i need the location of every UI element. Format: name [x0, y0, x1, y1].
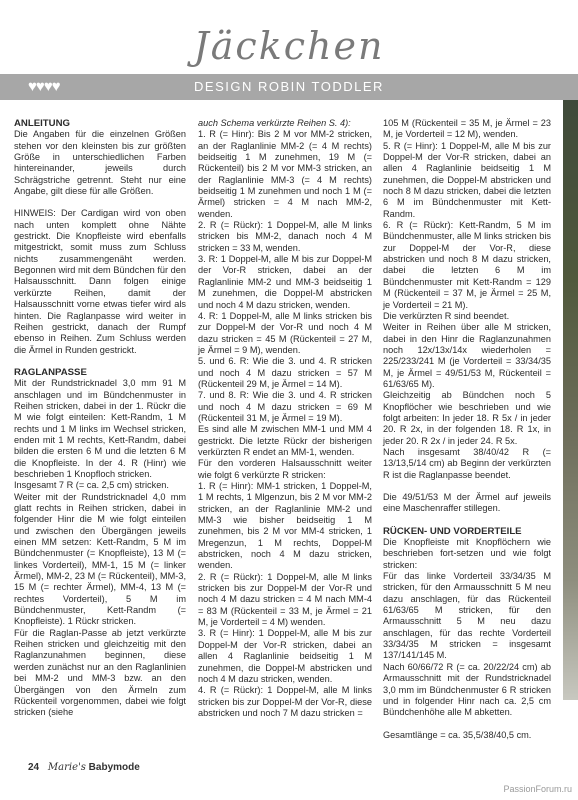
paragraph: 2. R (= Rückr): 1 Doppel-M, alle M links stricken bis MM-2, danach noch 4 M stricken = 33 M, wenden.	[198, 220, 372, 253]
heading-anleitung: ANLEITUNG	[14, 118, 70, 129]
paragraph: Insgesamt 7 R (= ca. 2,5 cm) stricken.	[14, 480, 169, 491]
paragraph: 4. R: 1 Doppel-M, alle M links stricken bis zur Doppel-M der Vor-R und noch 4 M dazu stricken = 45 M (Rückenteil = 27 M, je Ärmel = 9 M), wenden.	[198, 310, 372, 355]
paragraph: Die Angaben für die einzelnen Größen stehen vor den kleinsten bis zur größten Größe in unterschiedlichen Farben hintereinander, jeweils durch Schrägstriche getrennt. Steht nur eine Angabe, gilt diese für alle Größen.	[14, 129, 186, 197]
header-band	[0, 74, 578, 100]
paragraph: Für den vorderen Halsausschnitt weiter wie folgt 6 verkürzte R stricken:	[198, 458, 372, 480]
paragraph: Gesamtlänge = ca. 35,5/38/40,5 cm.	[383, 729, 532, 740]
page-number: 24	[28, 762, 40, 773]
watermark: PassionForum.ru	[503, 784, 572, 794]
paragraph: Die verkürzten R sind beendet.	[383, 310, 510, 321]
paragraph: Die Knopfleiste mit Knopflöchern wie beschrieben fort-setzen und wie folgt stricken:	[383, 537, 551, 570]
paragraph: HINWEIS: Der Cardigan wird von oben nach unten komplett ohne Nähte gestrickt. Die Knopfleiste wird ebenfalls mitgestrickt, somit muss zum Schluss nichts zusammengenäht werden. Begonnen wird mit dem Bündchen für den Halsausschnitt. Dann folgen einige verkürzte Reihen, damit der Halsausschnitt vorne etwas tiefer wird als hinten. Die Raglanpasse wird weiter in Reihen gestrickt, danach der Rumpf ebenso in Reihen. Zum Schluss werden die Ärmel in Runden gestrickt.	[14, 208, 186, 355]
paragraph: 2. R (= Rückr): 1 Doppel-M, alle M links stricken bis zur Doppel-M der Vor-R und noch 4 M dazu stricken = 4 M nach MM-4 = 83 M (Rückenteil = 33 M, je Ärmel = 21 M, je Vorderteil = 4 M) wenden.	[198, 571, 372, 628]
paragraph: auch Schema verkürzte Reihen S. 4):	[198, 118, 351, 128]
paragraph: Gleichzeitig ab Bündchen noch 5 Knopflöcher wie beschrieben und wie folgt arbeiten: In jeder 18. R 5x / in jeder 20. R 2x, in der folgenden 18. R 1x, in jeder 20. R 2x / in jeder 24. R 5x.	[383, 390, 551, 446]
paragraph: 4. R (= Rückr): 1 Doppel-M, alle M links stricken bis zur Doppel-M der Vor-R, diese abstricken und noch 7 M dazu stricken =	[198, 685, 372, 718]
column-1	[14, 118, 186, 719]
paragraph: Die 49/51/53 M der Ärmel auf jeweils eine Maschenraffer stillegen.	[383, 492, 551, 514]
column-3	[383, 118, 551, 741]
paragraph: Mit der Rundstricknadel 3,0 mm 91 M anschlagen und im Bündchenmuster in Reihen stricken, dabei in der 1. Rückr die M wie folgt einteilen: Kett-Randm, 1 M rechts und 1 M links im Wechsel stricken, enden mit 1 M rechts, Kett-Randm, dabei bilden die ersten 6 M und die letzten 6 M die Knopfleiste. In der 4. R (Hinr) wie beschrieben 1 Knopfloch stricken.	[14, 378, 186, 479]
paragraph: 5. R (= Hinr): 1 Doppel-M, alle M bis zur Doppel-M der Vor-R stricken, dabei an allen 4 Raglanlinie beidseitig 1 M zunehmen, die Doppel-M abstricken und noch 8 M dazu stricken, dabei die letzten 6 M im Bündchenmuster mit Kett-Randm.	[383, 140, 551, 219]
paragraph: Nach 60/66/72 R (= ca. 20/22/24 cm) ab Armausschnitt mit der Rundstricknadel 3,0 mm im Bündchenmuster 6 R stricken und in folgender Hinr nach ca. 2,5 cm Bündchenhöhe alle M abketten.	[383, 661, 551, 718]
paragraph: 5. und 6. R: Wie die 3. und 4. R stricken und noch 4 M dazu stricken = 57 M (Rückenteil 29 M, je Ärmel = 14 M).	[198, 356, 372, 389]
column-2	[198, 118, 372, 719]
page-title: Jäckchen	[193, 24, 385, 68]
paragraph: 105 M (Rückenteil = 35 M, je Ärmel = 23 M, je Vorderteil = 12 M), wenden.	[383, 118, 551, 140]
paragraph: 1. R (= Hinr): MM-1 stricken, 1 Doppel-M, 1 M rechts, 1 Mlgenzun, bis 2 M vor MM-2 stricken, an der Raglanlinie MM-2 und MM-3 wie bisher beidseitig 1 M zunehmen, bis 2 M vor MM-4 stricken, 1 Mregenzun, 1 M rechts, Doppel-M abstricken, noch 4 M dazu stricken, wenden.	[198, 481, 372, 571]
paragraph: 3. R: 1 Doppel-M, alle M bis zur Doppel-M der Vor-R stricken, dabei an der Raglanlinie MM-2 und MM-3 beidseitig 1 M zunehmen, die Doppel-M abstricken und noch 4 M dazu stricken, wenden.	[198, 254, 372, 310]
heading-ruecken-vorderteile: RÜCKEN- UND VORDERTEILE	[383, 525, 522, 537]
paragraph: Für das linke Vorderteil 33/34/35 M stricken, für den Armausschnitt 5 M neu dazu anschlagen, für das Rückenteil 61/63/65 M stricken, für den Armausschnitt 5 M neu dazu anschlagen, für das rechte Vorderteil 33/34/35 M stricken = insgesamt 137/141/145 M.	[383, 571, 551, 661]
paragraph: 6. R (= Rückr): Kett-Randm, 5 M im Bündchenmuster, alle M links stricken bis zur Doppel-M der Vor-R, diese abstricken und noch 8 M dazu stricken, dabei die letzten 6 M im Bündchenmuster mit Kett-Randm = 129 M (Rückenteil = 37 M, je Ärmel = 25 M, je Vorderteil = 21 M).	[383, 220, 551, 310]
paragraph: Es sind alle M zwischen MM-1 und MM 4 gestrickt. Die letzte Rückr der bisherigen verkürzten R endet an MM-1, wenden.	[198, 424, 372, 457]
paragraph: 7. und 8. R: Wie die 3. und 4. R stricken und noch 4 M dazu stricken = 69 M (Rückenteil 31 M, je Ärmel = 19 M).	[198, 390, 372, 423]
paragraph: Weiter mit der Rundstricknadel 4,0 mm glatt rechts in Reihen stricken, dabei in folgender Hinr die M wie folgt einteilen und zwischen den Übergängen jeweils einen MM setzen: Kett-Randm, 5 M im Bündchenmuster (= Knopfleiste), 13 M (= linkes Vorderteil), MM-1, 15 M (= linker Ärmel), MM-2, 23 M (= Rückenteil), MM-3, 15 M (= rechter Ärmel), MM-4, 13 M (= rechtes Vorderteil), 5 M im Bündchenmuster, Kett-Randm (= Knopfleiste). 1 Rückr stricken.	[14, 491, 186, 627]
brand-logo-part2: Babymode	[88, 762, 140, 773]
footer	[28, 762, 140, 773]
paragraph: 3. R (= Hinr): 1 Doppel-M, alle M bis zur Doppel-M der Vor-R stricken, dabei an allen 4 Raglanlinie beidseitig 1 M zunehmen, die Doppel-M abstricken und noch 4 M dazu stricken, wenden.	[198, 628, 372, 684]
paragraph: Für die Raglan-Passe ab jetzt verkürzte Reihen stricken und gleichzeitig mit den Raglanzunahmen beginnen, diese werden zunächst nur an den Raglanlinien bei MM-2 und MM-3 bzw. an den Übergängen von den Ärmeln zum Rückenteil vorgenommen, dabei wie folgt stricken (siehe	[14, 627, 186, 718]
paragraph: Nach insgesamt 38/40/42 R (= 13/13,5/14 cm) ab Beginn der verkürzten R ist die Raglanpasse beendet.	[383, 446, 551, 480]
brand-logo-part1: Marie's	[47, 762, 86, 773]
paragraph: Weiter in Reihen über alle M stricken, dabei in den Hinr die Raglanzunahmen noch 12x/13x/14x wiederholen = 225/233/241 M (je Vorderteil = 33/34/35 M, je Ärmel = 49/51/53 M, Rückenteil = 61/63/65 M).	[383, 322, 551, 389]
heading-raglanpasse: RAGLANPASSE	[14, 366, 87, 378]
hearts-icon: ♥♥♥♥	[28, 78, 60, 95]
photo-strip	[563, 100, 578, 700]
paragraph: 1. R (= Hinr): Bis 2 M vor MM-2 stricken, an der Raglanlinie MM-2 (= 4 M rechts) beidseitig 1 M zunehmen, 19 M (= Rückenteil) bis 2 M vor MM-3 stricken, an der Raglanlinie MM-3 (= 4 M rechts) beidseitig 1 M zunehmen und noch 1 M (= Ärmel) stricken = 4 M nach MM-2, wenden.	[198, 129, 372, 219]
design-label: DESIGN ROBIN TODDLER	[194, 79, 384, 94]
